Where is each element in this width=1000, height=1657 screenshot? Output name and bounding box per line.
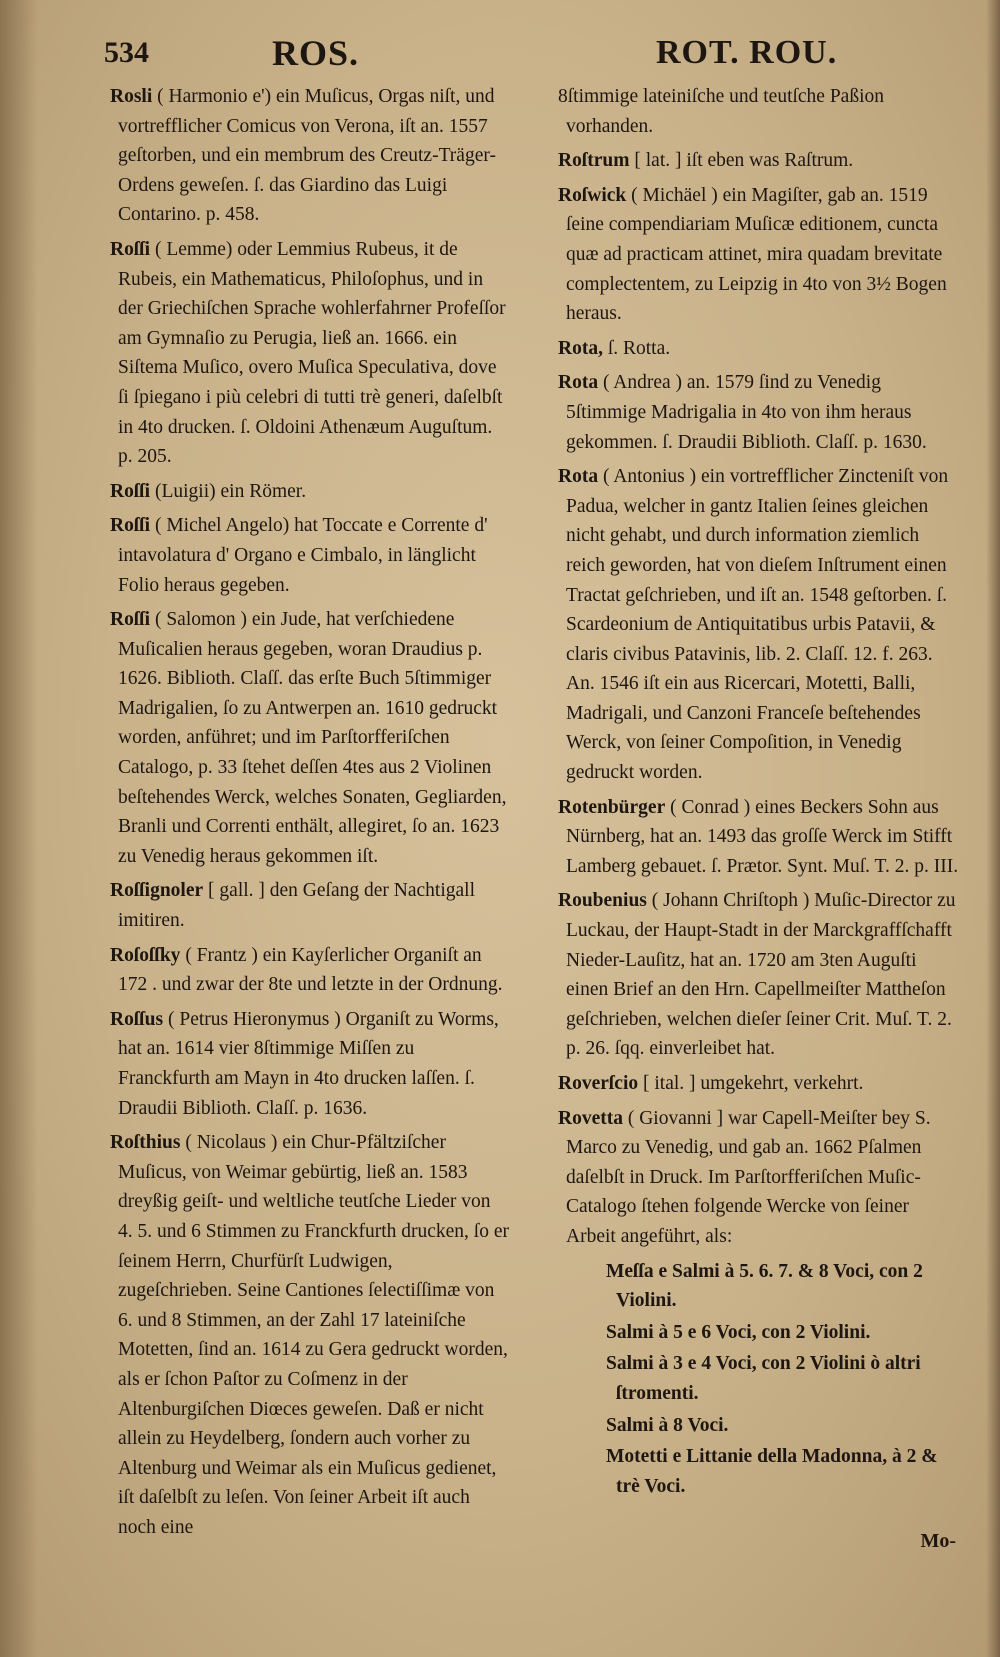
entry-rossi-michel-angelo <box>110 511 510 600</box>
entry-headword: Rota, <box>558 337 603 359</box>
entry-text: ( Andrea ) an. 1579 ſind zu Venedig 5ſtimmige Madrigalia in 4to von ihm heraus gekommen. ſ. Draudii Biblioth. Claſſ. p. 1630. <box>566 372 927 453</box>
work-item: Salmi à 8 Voci. <box>606 1414 729 1436</box>
entry-headword: Rovetta <box>558 1107 623 1129</box>
entry-text: ( Nicolaus ) ein Chur-Pfältziſcher Muſicus, von Weimar gebürtig, ließ an. 1583 dreyßig geiſt- und weltliche teutſche Lieder von 4. 5. und 6 Stimmen zu Franckfurth drucken, ſo er ſeinem Herrn, Churfürſt Ludwigen, zugeſchrieben. Seine Cantiones ſelectiſſimæ von 6. und 8 Stimmen, an der Zahl 17 lateiniſche Motetten, ſind an. 1614 zu Gera gedruckt worden, als er ſchon Paſtor zu Coſmenz in der Altenburgiſchen Diœces geweſen. Daß er nicht allein zu Heydelberg, ſondern auch vorher zu Altenburg und Weimar als ein Muſicus gedienet, iſt daſelbſt zu leſen. Von ſeiner Arbeit iſt auch noch eine <box>118 1132 509 1538</box>
entry-text: ſ. Rotta. <box>607 337 671 359</box>
entry-rososky <box>110 941 510 1000</box>
entry-rota-andrea <box>558 368 962 457</box>
work-item: Salmi à 3 e 4 Voci, con 2 Violini ò altri ſtromenti. <box>606 1353 921 1404</box>
entry-headword: Roſthius <box>110 1132 181 1154</box>
entry-text: ( Lemme) oder Lemmius Rubeus, it de Rubeis, ein Mathematicus, Philoſophus, und in der Griechiſchen Sprache wohlerfahrner Profeſſor am Gymnaſio zu Perugia, ließ an. 1666. ein Siſtema Muſico, overo Muſica Speculativa, dove ſi ſpiegano i più celebri di tutti trè generi, daſelbſt in 4to drucken. ſ. Oldoini Athenæum Auguſtum. p. 205. <box>118 238 506 468</box>
entry-text: ( Michäel ) ein Magiſter, gab an. 1519 ſeine compendiariam Muſicæ editionem, cuncta quæ ad practicam attinet, mira quadam brevitate complectentem, zu Leipzig in 4to von 3½ Bogen heraus. <box>566 184 947 325</box>
entry-headword: Rota <box>558 466 599 488</box>
entry-headword: Roſſus <box>110 1008 164 1030</box>
entry-text: ( Michel Angelo) hat Toccate e Corrente d' intavolatura d' Organo e Cimbalo, in länglicht Folio heraus gegeben. <box>118 515 488 596</box>
entry-text: [ lat. ] iſt eben was Raſtrum. <box>634 150 854 172</box>
entry-rota-ref <box>558 334 962 364</box>
entry-rotenburger <box>558 793 962 882</box>
entry-text: ( Salomon ) ein Jude, hat verſchiedene Muſicalien heraus gegeben, woran Draudius p. 1626. Biblioth. Claſſ. das erſte Buch 5ſtimmiger Madrigalien, ſo zu Antwerpen an. 1610 gedruckt worden, anführet; und im Parſtorfferiſchen Catalogo, p. 33 ſtehet deſſen 4tes aus 2 Violinen beſtehendes Werck, welches Sonaten, Gegliarden, Branli und Correnti enthält, allegiret, ſo an. 1623 zu Venedig heraus gekommen iſt. <box>118 609 507 867</box>
entry-text: ( Johann Chriſtoph ) Muſic-Director zu Luckau, der Haupt-Stadt in der Marckgraffſchafft Nieder-Lauſitz, hat an. 1720 am 3ten Auguſti einen Brief an den Hrn. Capellmeiſter Mattheſon geſchrieben, welchen dieſer ſeiner Crit. Muſ. T. 2. p. 26. ſqq. einverleibet hat. <box>566 890 956 1060</box>
entry-headword: Roſtrum <box>558 150 630 172</box>
entry-headword: Roſſi <box>110 609 151 631</box>
entry-text: 8ſtimmige lateiniſche und teutſche Paßion vorhanden. <box>558 86 885 137</box>
running-head-right: ROT. ROU. <box>656 34 838 71</box>
entry-roswick <box>558 181 962 329</box>
work-item: Salmi à 5 e 6 Voci, con 2 Violini. <box>606 1321 871 1343</box>
entry-rostrum <box>558 146 962 176</box>
running-head-left: ROS. <box>272 33 360 73</box>
entry-headword: Roſwick <box>558 184 627 206</box>
entry-text: [ ital. ] umgekehrt, verkehrt. <box>643 1073 864 1094</box>
right-column <box>558 82 962 1503</box>
entry-rossi-salomon <box>110 605 510 871</box>
left-column <box>110 82 510 1548</box>
entry-text: ( Petrus Hieronymus ) Organiſt zu Worms, hat an. 1614 vier 8ſtimmige Miſſen zu Franckfurth am Mayn in 4to drucken laſſen. ſ. Draudii Biblioth. Claſſ. p. 1636. <box>118 1008 499 1119</box>
entry-headword: Rota <box>558 372 599 394</box>
entry-rossignoler <box>110 876 510 935</box>
entry-rossi-lemme <box>110 235 510 472</box>
entry-headword: Roſſi <box>110 515 151 537</box>
entry-text: ( Conrad ) eines Beckers Sohn aus Nürnberg, hat an. 1493 das groſſe Werck im Stifft Lamberg gebauet. ſ. Prætor. Synt. Muſ. T. 2. p. III. <box>566 796 959 877</box>
entry-rossi-luigii <box>110 477 510 507</box>
entry-text: [ gall. ] den Geſang der Nachtigall imitiren. <box>118 880 475 932</box>
entry-continuation <box>558 82 962 141</box>
entry-headword: Rotenbürger <box>558 796 666 818</box>
running-header <box>104 30 964 84</box>
entry-rossus <box>110 1005 510 1123</box>
entry-text: ( Giovanni ] war Capell-Meiſter bey S. Marco zu Venedig, und gab an. 1662 Pſalmen daſelbſt in Druck. Im Parſtorfferiſchen Muſic-Catalogo ſtehen folgende Wercke von ſeiner Arbeit angeführt, als: <box>566 1107 931 1247</box>
entry-rota-antonius <box>558 462 962 788</box>
entry-headword: Roſſignoler <box>110 880 204 902</box>
entry-text: (Luigii) ein Römer. <box>154 480 307 502</box>
entry-rosthius <box>110 1128 510 1542</box>
entry-headword: Roſſi <box>110 480 151 502</box>
entry-roverscio <box>558 1069 962 1099</box>
entry-headword: Roverſcio <box>558 1073 639 1094</box>
entry-text: ( Antonius ) ein vortrefflicher Zincteniſt von Padua, welcher in gantz Italien ſeines gleichen nicht gehabt, und durch information ziemlich reich geworden, hat von dieſem Inſtrument einen Tractat geſchrieben, und iſt an. 1548 geſtorben. ſ. Scardeonium de Antiquitatibus urbis Patavii, & claris civibus Patavinis, lib. 2. Claſſ. 12. f. 263. An. 1546 iſt ein aus Ricercari, Motetti, Balli, Madrigali, und Canzoni Franceſe beſtehendes Werck, von ſeiner Compoſition, in Venedig gedruckt worden. <box>566 466 949 784</box>
entry-headword: Roſoſſky <box>110 944 181 966</box>
entry-text: ( Frantz ) ein Kayſerlicher Organiſt an 172 . und zwar der 8te und letzte in der Ordnung. <box>118 944 503 996</box>
page-edge-shadow-left <box>0 0 38 1657</box>
entry-headword: Roſſi <box>110 238 151 260</box>
catchword: Mo- <box>920 1530 956 1552</box>
entry-rovetta <box>558 1104 962 1252</box>
page-edge-shadow-right <box>986 0 1000 1657</box>
rovetta-works-list <box>606 1257 962 1502</box>
entry-text: ( Harmonio e') ein Muſicus, Orgas niſt, und vortrefflicher Comicus von Verona, iſt an. 1557 geſtorben, und ein membrum des Creutz-Träger-Ordens geweſen. ſ. das Giardino das Luigi Contarino. p. 458. <box>118 86 496 226</box>
work-item: Meſſa e Salmi à 5. 6. 7. & 8 Voci, con 2 Violini. <box>606 1260 923 1312</box>
entry-roubenius <box>558 886 962 1064</box>
entry-headword: Rosli <box>110 86 153 107</box>
page-number: 534 <box>104 36 149 69</box>
entry-rosli-harmonio <box>110 82 510 230</box>
entry-headword: Roubenius <box>558 890 647 912</box>
work-item: Motetti e Littanie della Madonna, à 2 & trè Voci. <box>606 1446 938 1497</box>
